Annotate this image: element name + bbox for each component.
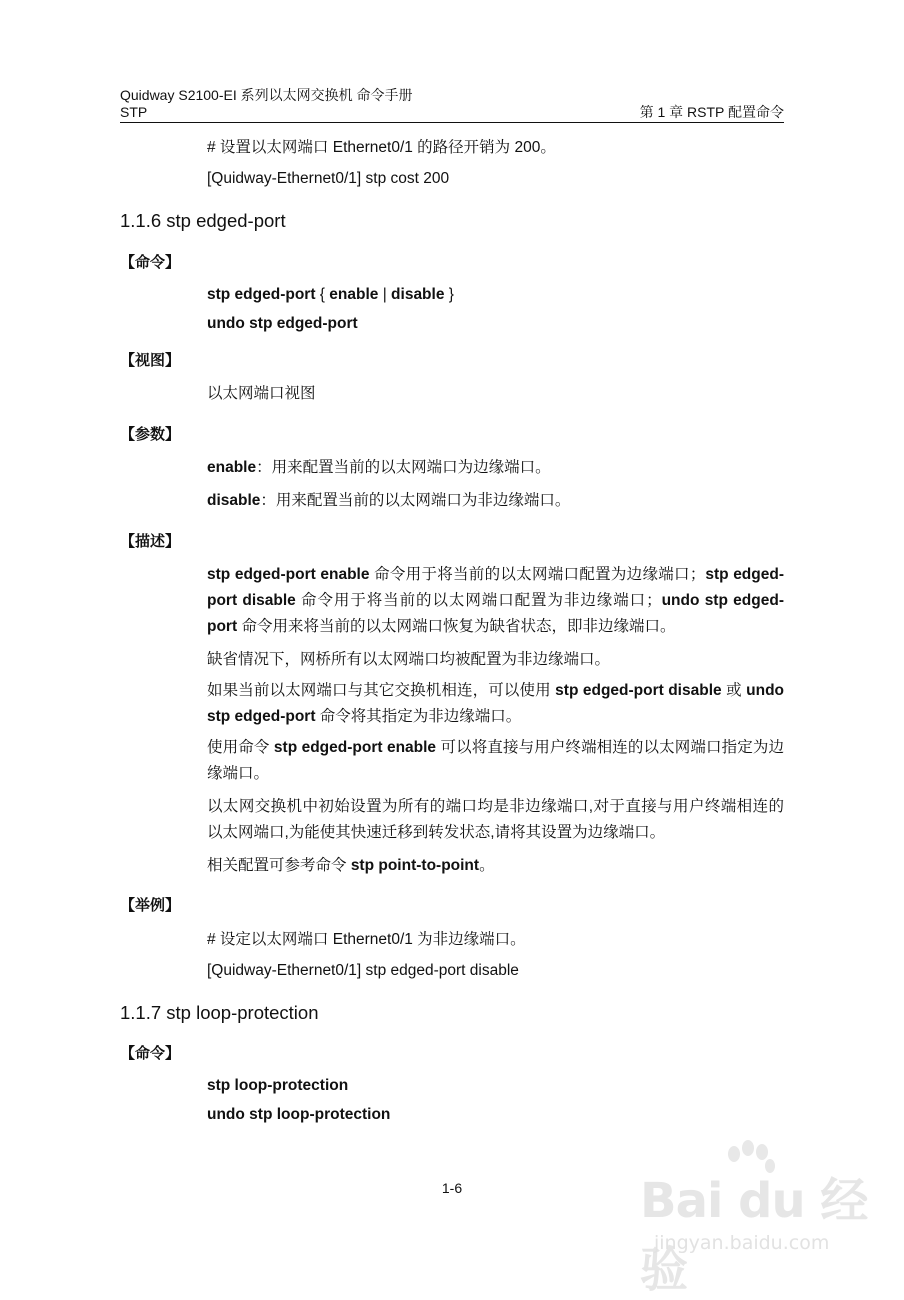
command-undo: undo stp edged-port (207, 315, 358, 332)
desc-cmd: stp edged-port enable (207, 566, 370, 583)
command-syntax (207, 282, 784, 308)
desc-cmd: stp edged-port disable (207, 566, 784, 609)
command-tag: 【命令】 (120, 1045, 181, 1062)
example-comment: # 设定以太网端口 Ethernet0/1 为非边缘端口。 (207, 931, 526, 948)
param-desc: ：用来配置当前的以太网端口为边缘端口。 (256, 459, 551, 476)
desc-cmd: stp edged-port enable (273, 739, 437, 756)
watermark-url: jingyan.baidu.com (654, 1232, 830, 1254)
desc-text: 或 (721, 682, 747, 699)
section-title-edged-port: 1.1.6 stp edged-port (120, 210, 286, 231)
param-desc: ：用来配置当前的以太网端口为非边缘端口。 (260, 492, 571, 509)
example-code: [Quidway-Ethernet0/1] stp cost 200 (207, 170, 450, 187)
desc-para-6 (207, 853, 784, 879)
cmd-brace: { (315, 286, 330, 303)
command-undo: undo stp loop-protection (207, 1106, 391, 1123)
param-disable (207, 488, 784, 514)
page-number: 1-6 (441, 1180, 463, 1196)
desc-cmd: stp point-to-point (350, 857, 480, 874)
command-syntax: stp loop-protection (207, 1077, 349, 1094)
header-chapter: 第 1 章 RSTP 配置命令 (639, 104, 784, 120)
cmd-brace-close: } (444, 286, 454, 303)
param-enable (207, 455, 784, 481)
section-title-loop-protection: 1.1.7 stp loop-protection (120, 1002, 319, 1023)
desc-para-4 (207, 735, 784, 787)
header-manual-title: Quidway S2100-EI 系列以太网交换机 命令手册 (120, 87, 413, 103)
cmd-keyword: stp edged-port (207, 286, 316, 303)
param-key: enable (207, 459, 257, 476)
param-tag: 【参数】 (120, 426, 181, 443)
baidu-jingyan-watermark (640, 1140, 880, 1298)
desc-text: 命令将其指定为非边缘端口。 (315, 708, 522, 725)
cmd-sep: | (378, 286, 392, 303)
watermark-logo: Bai du 经验 (640, 1173, 868, 1298)
desc-text: 命令用于将当前的以太网端口配置为边缘端口； (369, 566, 706, 583)
desc-para-5: 以太网交换机中初始设置为所有的端口均是非边缘端口,对于直接与用户终端相连的以太网端口,为能使其快速迁移到转发状态,请将其设置为边缘端口。 (207, 798, 784, 841)
desc-text: 使用命令 (207, 739, 274, 756)
desc-text: 如果当前以太网端口与其它交换机相连，可以使用 (207, 682, 556, 699)
cmd-opt-disable: disable (391, 286, 445, 303)
example-tag: 【举例】 (120, 897, 181, 914)
desc-para-2: 缺省情况下，网桥所有以太网端口均被配置为非边缘端口。 (207, 651, 611, 668)
desc-text: 命令用来将当前的以太网端口恢复为缺省状态，即非边缘端口。 (237, 618, 676, 635)
desc-text: 命令用于将当前的以太网端口配置为非边缘端口； (295, 592, 662, 609)
desc-cmd: undo stp edged-port (207, 592, 784, 635)
cmd-opt-enable: enable (329, 286, 379, 303)
view-text: 以太网端口视图 (207, 385, 316, 402)
desc-cmd: undo stp edged-port (207, 682, 785, 725)
desc-cmd: stp edged-port disable (555, 682, 722, 699)
header-divider (120, 122, 784, 123)
desc-text: 相关配置可参考命令 (207, 857, 351, 874)
header-section: STP (120, 104, 148, 120)
example-comment: # 设置以太网端口 Ethernet0/1 的路径开销为 200。 (207, 139, 556, 156)
command-tag: 【命令】 (120, 254, 181, 271)
desc-para-3 (207, 678, 784, 730)
example-code: [Quidway-Ethernet0/1] stp edged-port disable (207, 962, 519, 979)
desc-para-1 (207, 562, 784, 640)
param-key: disable (207, 492, 261, 509)
desc-tag: 【描述】 (120, 533, 181, 550)
view-tag: 【视图】 (120, 352, 181, 369)
desc-text: 。 (479, 857, 495, 874)
desc-text: 可以将直接与用户终端相连的以太网端口指定为边缘端口。 (207, 739, 785, 782)
